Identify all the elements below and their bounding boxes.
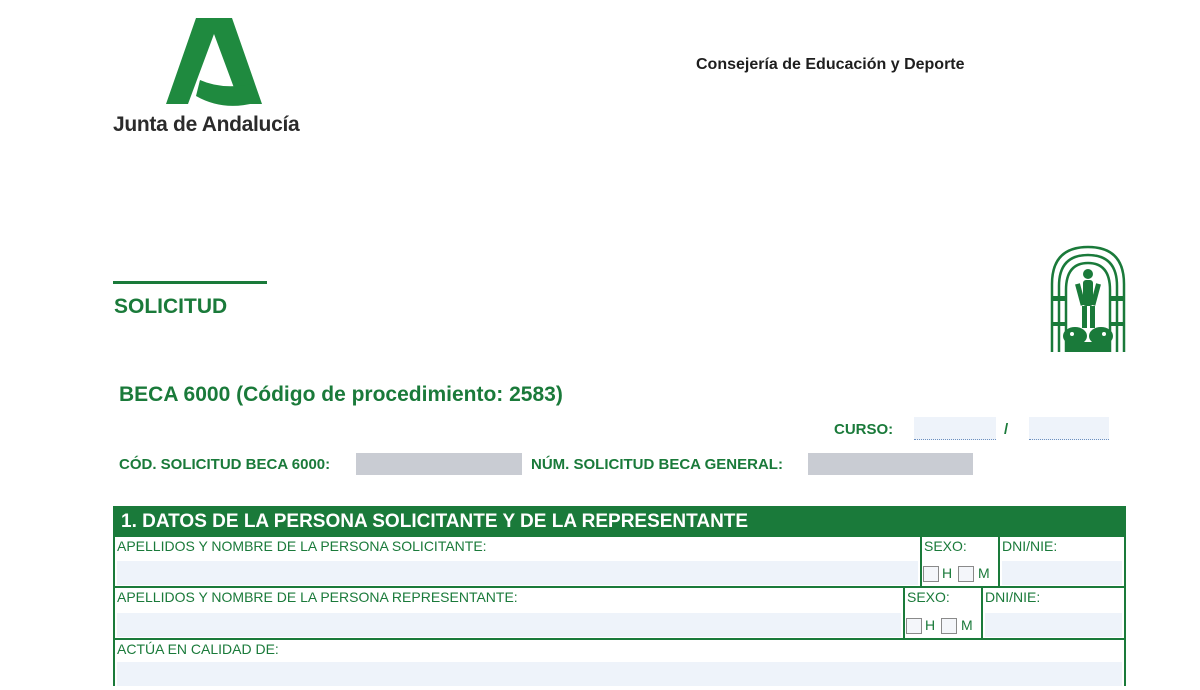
coat-of-arms-icon bbox=[1049, 244, 1127, 354]
solicitante-dni-label: DNI/NIE: bbox=[1002, 538, 1058, 554]
calidad-cell bbox=[115, 640, 1124, 690]
representante-dni-cell bbox=[981, 588, 1124, 639]
solicitante-name-input[interactable] bbox=[117, 561, 918, 585]
section-header: 1. DATOS DE LA PERSONA SOLICITANTE Y DE LA REPRESENTANTE bbox=[115, 508, 1124, 535]
num-solicitud-label: NÚM. SOLICITUD BECA GENERAL: bbox=[531, 456, 783, 473]
curso-to-input[interactable] bbox=[1029, 417, 1109, 440]
representante-dni-label: DNI/NIE: bbox=[985, 589, 1041, 605]
representante-sexo-m-checkbox[interactable] bbox=[941, 618, 957, 634]
representante-dni-input[interactable] bbox=[985, 613, 1122, 637]
curso-label: CURSO: bbox=[834, 421, 894, 438]
representante-sexo-m-label: M bbox=[961, 617, 973, 633]
representante-sexo-h-label: H bbox=[925, 617, 936, 633]
representante-sexo-h-checkbox[interactable] bbox=[906, 618, 922, 634]
calidad-input[interactable] bbox=[117, 662, 1122, 686]
solicitante-name-cell bbox=[115, 537, 920, 587]
curso-separator: / bbox=[1004, 421, 1009, 438]
procedure-title: BECA 6000 (Código de procedimiento: 2583) bbox=[119, 383, 563, 406]
representante-name-label: APELLIDOS Y NOMBRE DE LA PERSONA REPRESENTANTE: bbox=[117, 589, 518, 605]
solicitante-dni-cell bbox=[998, 537, 1124, 587]
row-calidad bbox=[115, 638, 1124, 690]
section-datos-personales bbox=[113, 506, 1126, 686]
solicitante-name-label: APELLIDOS Y NOMBRE DE LA PERSONA SOLICITANTE: bbox=[117, 538, 487, 554]
representante-name-input[interactable] bbox=[117, 613, 901, 637]
row-representante bbox=[115, 586, 1124, 639]
title-rule bbox=[113, 281, 267, 284]
solicitante-dni-input[interactable] bbox=[1002, 561, 1122, 585]
cod-solicitud-label: CÓD. SOLICITUD BECA 6000: bbox=[119, 456, 331, 473]
row-solicitante bbox=[115, 535, 1124, 587]
representante-name-cell bbox=[115, 588, 903, 639]
solicitante-sexo-h-label: H bbox=[942, 565, 953, 581]
document-title: SOLICITUD bbox=[114, 295, 228, 318]
solicitante-sexo-m-label: M bbox=[978, 565, 990, 581]
solicitante-sexo-cell bbox=[920, 537, 998, 587]
solicitante-sexo-m-checkbox[interactable] bbox=[958, 566, 974, 582]
junta-logo-icon bbox=[166, 18, 262, 108]
num-solicitud-field bbox=[808, 453, 973, 475]
cod-solicitud-field bbox=[356, 453, 522, 475]
calidad-label: ACTÚA EN CALIDAD DE: bbox=[117, 641, 279, 657]
solicitante-sexo-h-checkbox[interactable] bbox=[923, 566, 939, 582]
solicitante-sexo-label: SEXO: bbox=[924, 538, 967, 554]
organization-name: Junta de Andalucía bbox=[113, 113, 300, 136]
department-name: Consejería de Educación y Deporte bbox=[696, 56, 965, 73]
representante-sexo-label: SEXO: bbox=[907, 589, 950, 605]
curso-from-input[interactable] bbox=[914, 417, 996, 440]
representante-sexo-cell bbox=[903, 588, 981, 639]
